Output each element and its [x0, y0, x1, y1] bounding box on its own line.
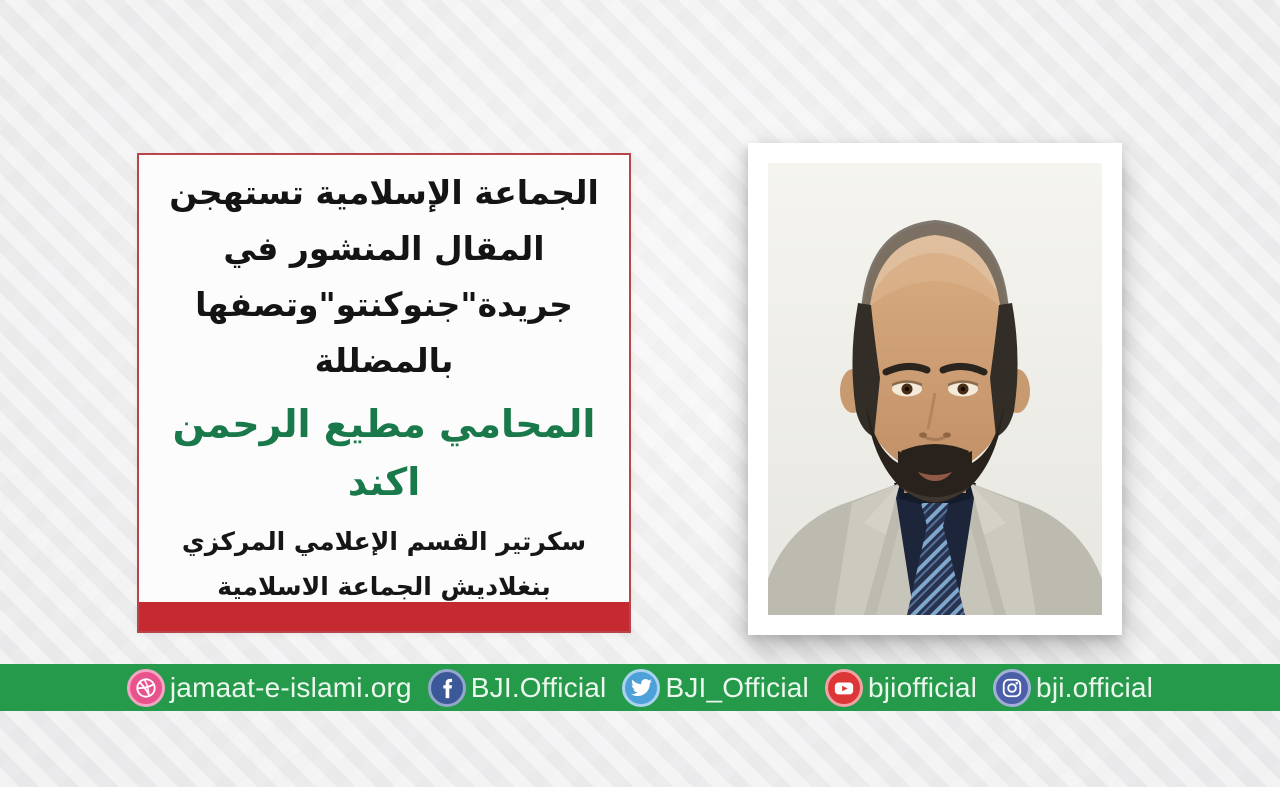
footer-social-bar	[0, 664, 1280, 711]
social-item-twitter	[622, 669, 809, 707]
website-globe-icon	[127, 669, 165, 707]
announcement-box	[137, 153, 631, 633]
youtube-handle: bjiofficial	[867, 671, 978, 703]
red-accent-bar	[139, 602, 629, 631]
facebook-handle: BJI.Official	[470, 671, 607, 703]
social-item-website	[127, 669, 412, 707]
portrait-illustration	[768, 163, 1102, 615]
person-title-line-1: سكرتير القسم الإعلامي المركزي	[181, 527, 587, 556]
youtube-icon	[825, 669, 863, 707]
headline-line-2: المقال المنشور في	[223, 229, 545, 268]
person-name: المحامي مطيع الرحمن اكند	[172, 402, 596, 504]
person-title-line-2: بنغلاديش الجماعة الاسلامية	[217, 572, 551, 601]
social-item-youtube	[825, 669, 977, 707]
headline	[139, 165, 629, 389]
portrait-photo	[748, 143, 1122, 635]
headline-line-3: جريدة"جنوكنتو"وتصفها	[195, 285, 573, 324]
twitter-icon	[622, 669, 660, 707]
instagram-handle: bji.official	[1036, 671, 1154, 703]
instagram-icon	[993, 669, 1031, 707]
website-handle: jamaat-e-islami.org	[169, 671, 412, 703]
social-item-instagram	[993, 669, 1153, 707]
twitter-handle: BJI_Official	[665, 671, 809, 703]
headline-line-1: الجماعة الإسلامية تستهجن	[169, 173, 599, 212]
person-title	[139, 519, 629, 609]
headline-line-4: بالمضللة	[314, 341, 454, 380]
facebook-icon	[428, 669, 466, 707]
social-item-facebook	[428, 669, 607, 707]
